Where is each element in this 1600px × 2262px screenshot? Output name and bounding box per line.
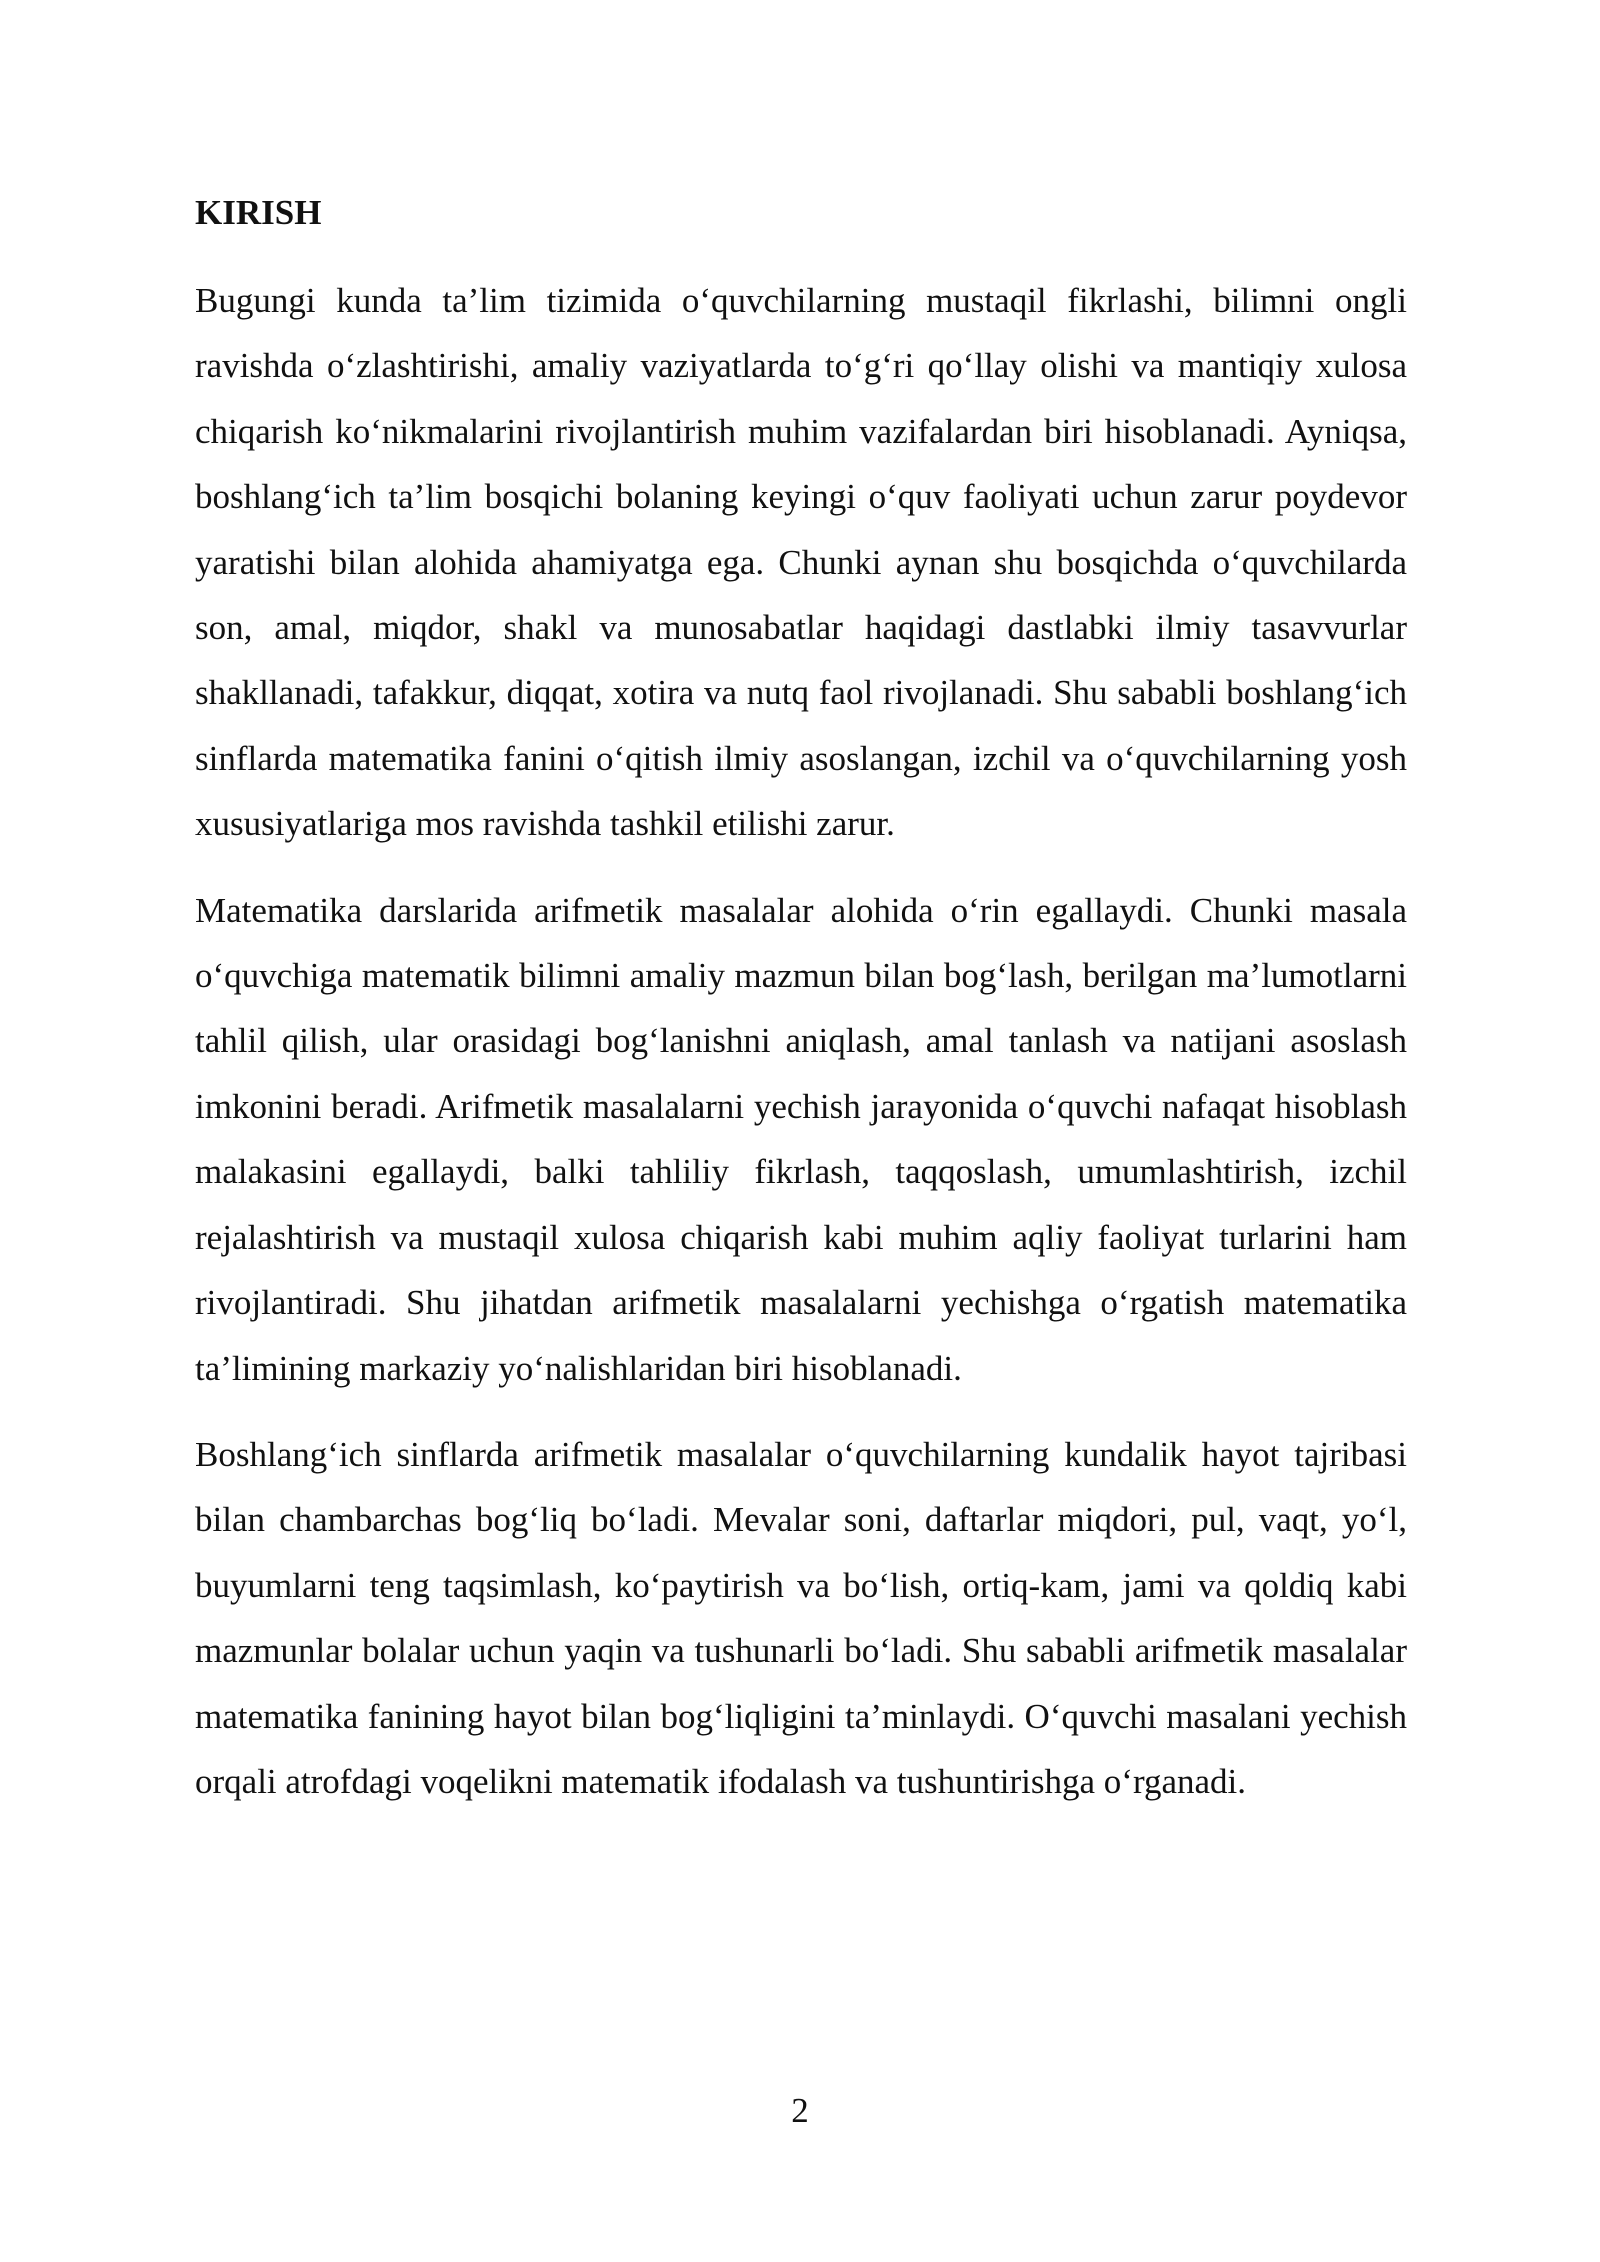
document-page (195, 190, 1407, 1835)
paragraph-1: Bugungi kunda ta’lim tizimida o‘quvchilarning mustaqil fikrlashi, bilimni ongli ravishda o‘zlashtirishi, amaliy vaziyatlarda to‘g‘ri qo‘llay olishi va mantiqiy xulosa chiqarish ko‘nikmalarini rivojlantirish muhim vazifalardan biri hisoblanadi. Ayniqsa, boshlang‘ich ta’lim bosqichi bolaning keyingi o‘quv faoliyati uchun zarur poydevor yaratishi bilan alohida ahamiyatga ega. Chunki aynan shu bosqichda o‘quvchilarda son, amal, miqdor, shakl va munosabatlar haqidagi dastlabki ilmiy tasavvurlar shakllanadi, tafakkur, diqqat, xotira va nutq faol rivojlanadi. Shu sababli boshlang‘ich sinflarda matematika fanini o‘qitish ilmiy asoslangan, izchil va o‘quvchilarning yosh xususiyatlariga mos ravishda tashkil etilishi zarur. (195, 281, 1407, 844)
paragraph-2: Matematika darslarida arifmetik masalalar alohida o‘rin egallaydi. Chunki masala o‘quvchiga matematik bilimni amaliy mazmun bilan bog‘lash, berilgan ma’lumotlarni tahlil qilish, ular orasidagi bog‘lanishni aniqlash, amal tanlash va natijani asoslash imkonini beradi. Arifmetik masalalarni yechish jarayonida o‘quvchi nafaqat hisoblash malakasini egallaydi, balki tahliliy fikrlash, taqqoslash, umumlashtirish, izchil rejalashtirish va mustaqil xulosa chiqarish kabi muhim aqliy faoliyat turlarini ham rivojlantiradi. Shu jihatdan arifmetik masalalarni yechishga o‘rgatish matematika ta’limining markaziy yo‘nalishlaridan biri hisoblanadi. (195, 890, 1407, 1388)
paragraph-3: Boshlang‘ich sinflarda arifmetik masalalar o‘quvchilarning kundalik hayot tajribasi bilan chambarchas bog‘liq bo‘ladi. Mevalar soni, daftarlar miqdori, pul, vaqt, yo‘l, buyumlarni teng taqsimlash, ko‘paytirish va bo‘lish, ortiq-kam, jami va qoldiq kabi mazmunlar bolalar uchun yaqin va tushunarli bo‘ladi. Shu sababli arifmetik masalalar matematika fanining hayot bilan bog‘liqligini ta’minlaydi. O‘quvchi masalani yechish orqali atrofdagi voqelikni matematik ifodalash va tushuntirishga o‘rganadi. (195, 1434, 1407, 1801)
page-number: 2 (791, 2091, 809, 2130)
section-heading: KIRISH (195, 193, 322, 232)
